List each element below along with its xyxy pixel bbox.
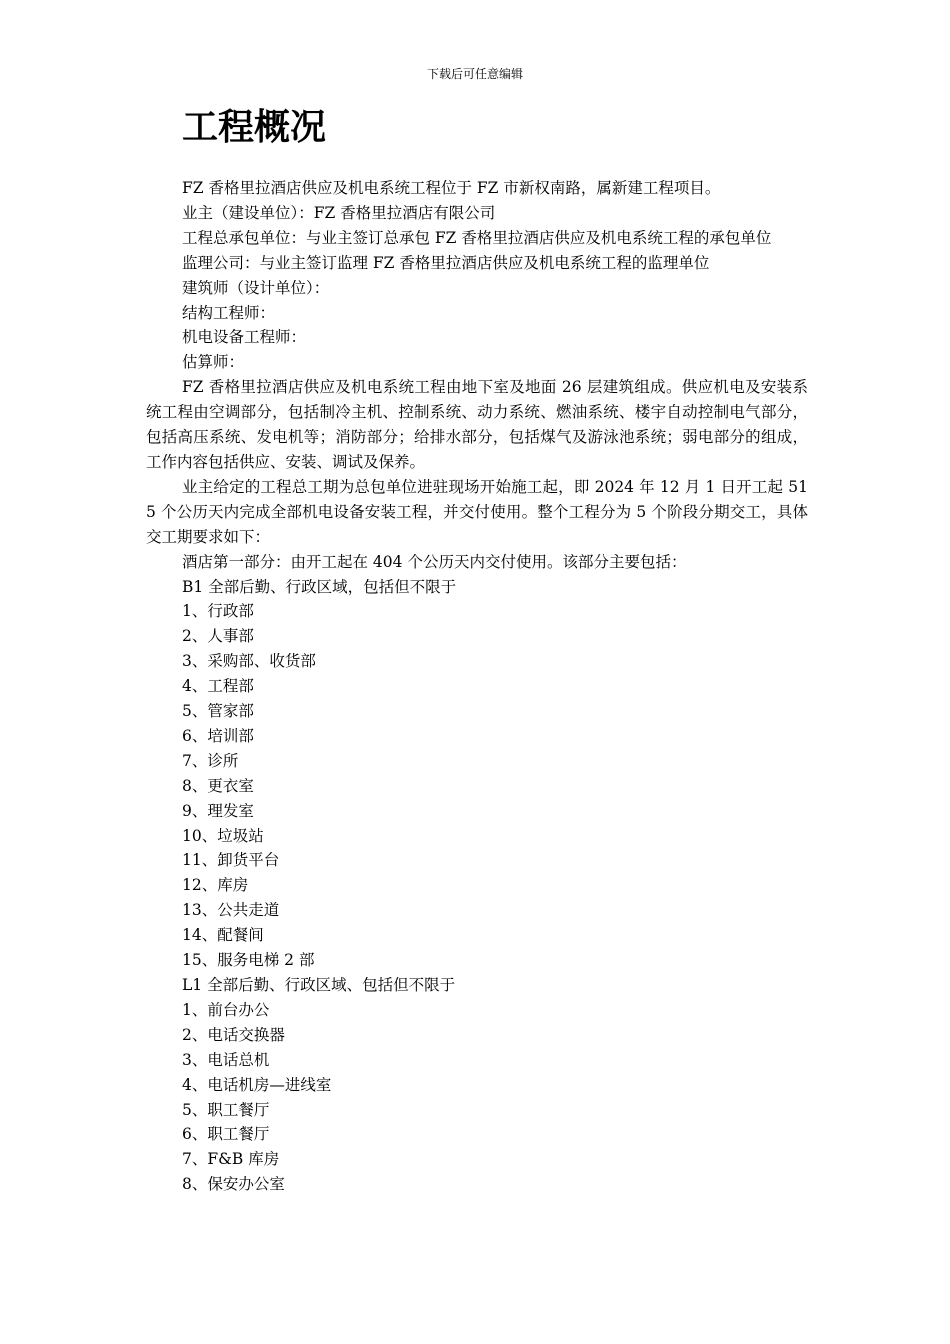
paragraph: 机电设备工程师： xyxy=(182,328,307,347)
list-item: 5、职工餐厅 xyxy=(182,1100,270,1119)
list-item: 9、理发室 xyxy=(182,801,254,820)
header-note: 下载后可任意编辑 xyxy=(426,67,523,81)
list-item: 2、电话交换器 xyxy=(182,1025,285,1044)
list-item: 4、工程部 xyxy=(182,677,254,696)
list-item: 6、职工餐厅 xyxy=(182,1125,270,1144)
list-heading: B1 全部后勤、行政区域，包括但不限于 xyxy=(182,577,457,596)
paragraph: 工程总承包单位：与业主签订总承包 FZ 香格里拉酒店供应及机电系统工程的承包单位 xyxy=(182,228,772,247)
document-body xyxy=(146,176,808,1197)
paragraph: 业主给定的工程总工期为总包单位进驻现场开始施工起，即 2024 年 12 月 1 日开工起 515 个公历天内完成全部机电设备安装工程，并交付使用。整个工程分为 5 个阶段分期交工，具体交工期要求如下： xyxy=(146,477,808,546)
list-item: 6、培训部 xyxy=(182,726,254,745)
paragraph: 建筑师（设计单位）： xyxy=(182,278,330,297)
list-item: 5、管家部 xyxy=(182,702,254,721)
paragraph: 监理公司：与业主签订监理 FZ 香格里拉酒店供应及机电系统工程的监理单位 xyxy=(182,253,710,272)
paragraph: 业主（建设单位）：FZ 香格里拉酒店有限公司 xyxy=(182,203,496,222)
list-item: 12、库房 xyxy=(182,876,249,895)
paragraph: 结构工程师： xyxy=(182,303,276,322)
list-item: 7、诊所 xyxy=(182,751,239,770)
list-heading: L1 全部后勤、行政区域、包括但不限于 xyxy=(182,976,456,994)
list-item: 3、采购部、收货部 xyxy=(182,652,316,671)
list-item: 1、前台办公 xyxy=(182,1000,270,1019)
list-item: 8、保安办公室 xyxy=(182,1175,285,1194)
list-item: 1、行政部 xyxy=(182,602,254,621)
list-item: 8、更衣室 xyxy=(182,776,254,795)
list-item: 15、服务电梯 2 部 xyxy=(182,951,315,970)
list-item: 14、配餐间 xyxy=(182,926,264,945)
list-item: 10、垃圾站 xyxy=(182,826,264,845)
list-item: 4、电话机房—进线室 xyxy=(182,1075,332,1094)
paragraph: FZ 香格里拉酒店供应及机电系统工程由地下室及地面 26 层建筑组成。供应机电及安装系统工程由空调部分，包括制冷主机、控制系统、动力系统、燃油系统、楼宇自动控制电气部分，包括高压系统、发电机等；消防部分；给排水部分，包括煤气及游泳池系统；弱电部分的组成，工作内容包括供应、安装、调试及保养。 xyxy=(146,378,808,471)
paragraph: 酒店第一部分：由开工起在 404 个公历天内交付使用。该部分主要包括： xyxy=(182,552,687,571)
paragraph: FZ 香格里拉酒店供应及机电系统工程位于 FZ 市新权南路，属新建工程项目。 xyxy=(182,179,721,197)
list-item: 11、卸货平台 xyxy=(182,851,280,870)
list-item: 13、公共走道 xyxy=(182,901,280,920)
paragraph: 估算师： xyxy=(182,353,245,372)
list-item: 3、电话总机 xyxy=(182,1050,270,1069)
list-item: 7、F&B 库房 xyxy=(182,1150,280,1169)
page-title: 工程概况 xyxy=(182,107,327,148)
list-item: 2、人事部 xyxy=(182,627,254,646)
